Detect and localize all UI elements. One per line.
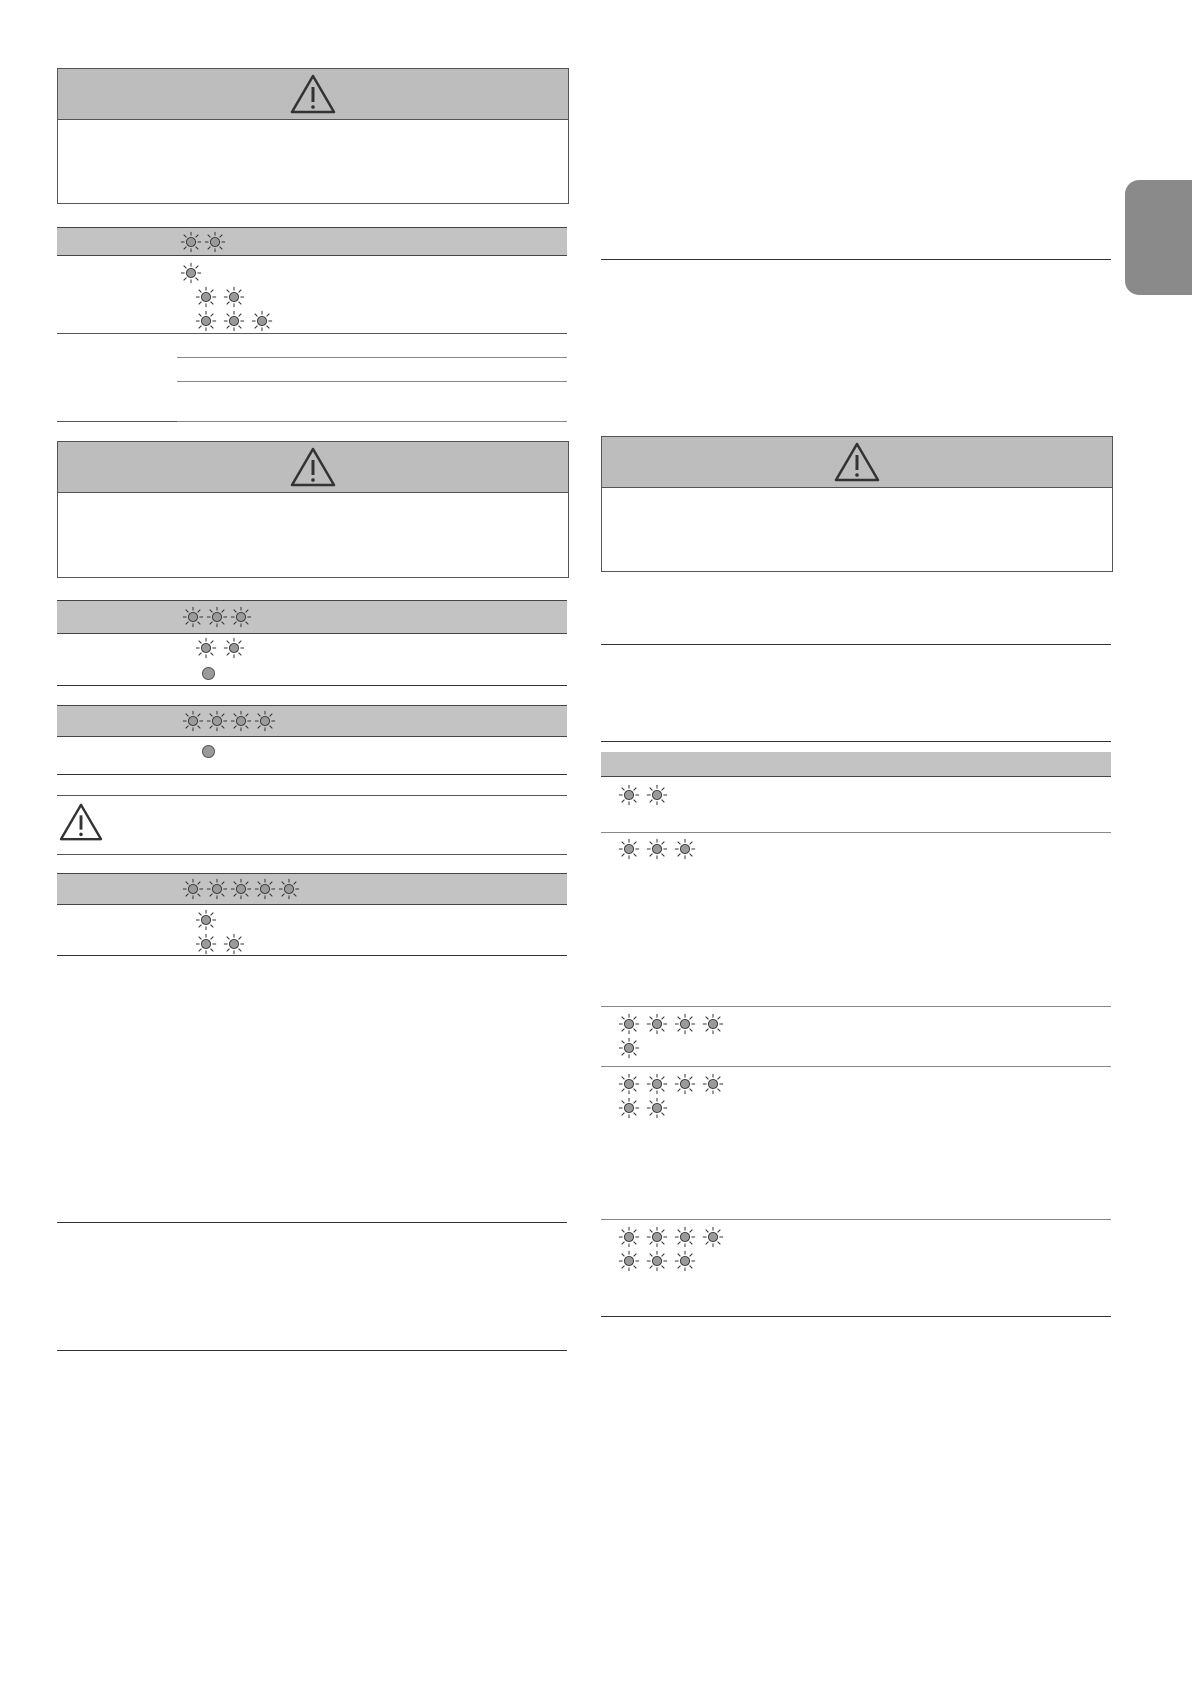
blinking-light-icon — [196, 934, 216, 954]
blinking-light-icon — [675, 1251, 695, 1271]
blinking-light-icon — [183, 879, 203, 899]
blinking-light-icon — [196, 638, 216, 658]
error-table-top-rule — [601, 741, 1111, 742]
blinking-light-icon — [703, 1227, 723, 1247]
blinking-light-icon — [196, 910, 216, 930]
blinking-light-icon — [196, 287, 216, 307]
table-4-header — [57, 873, 567, 905]
section-tab[interactable] — [1125, 180, 1192, 295]
blinking-light-icon — [255, 711, 275, 731]
warning-box-3 — [601, 436, 1113, 572]
table-1-row-3-indicator — [195, 310, 279, 339]
blinking-light-icon — [647, 785, 667, 805]
blinking-light-icon — [207, 711, 227, 731]
table-1-bottom-rule — [57, 421, 177, 422]
inline-warning-top-rule — [57, 795, 567, 796]
blinking-light-icon — [224, 311, 244, 331]
blinking-light-icon — [619, 1251, 639, 1271]
blinking-light-icon — [224, 287, 244, 307]
table-3-bottom-rule — [57, 774, 567, 775]
blinking-light-icon — [231, 711, 251, 731]
error-row-4-indicator — [618, 1073, 730, 1126]
warning-header — [602, 437, 1112, 488]
table-3-header-indicator — [182, 710, 278, 739]
error-row-1-indicator — [618, 784, 674, 813]
steady-light-icon — [202, 667, 215, 680]
blinking-light-icon — [619, 1074, 639, 1094]
blinking-light-sequence — [618, 1226, 730, 1274]
steady-light-icon — [202, 745, 215, 758]
blinking-light-sequence — [195, 933, 251, 957]
blinking-light-icon — [279, 879, 299, 899]
blinking-light-icon — [205, 232, 225, 252]
blinking-light-icon — [647, 1074, 667, 1094]
error-row-divider — [601, 1219, 1111, 1220]
warning-box-1 — [57, 68, 569, 204]
blinking-light-icon — [619, 1098, 639, 1118]
warning-triangle-icon — [833, 441, 881, 483]
blinking-light-icon — [224, 638, 244, 658]
blinking-light-icon — [207, 607, 227, 627]
error-table-header — [601, 752, 1111, 777]
error-row-2-indicator — [618, 838, 702, 867]
blinking-light-icon — [252, 311, 272, 331]
section-rule — [57, 1350, 567, 1351]
table-3-header — [57, 705, 567, 737]
table-1-row-line — [177, 381, 567, 382]
blinking-light-sequence — [195, 637, 251, 661]
blinking-light-sequence — [180, 231, 228, 255]
table-1-divider — [57, 333, 567, 334]
blinking-light-icon — [675, 1074, 695, 1094]
warning-triangle-icon — [58, 802, 104, 842]
blinking-light-sequence — [180, 262, 208, 286]
warning-triangle-icon — [289, 446, 337, 488]
warning-header — [58, 69, 568, 120]
blinking-light-icon — [196, 311, 216, 331]
table-2-row-1-indicator — [195, 637, 251, 666]
table-1-row-line — [177, 357, 567, 358]
error-row-divider — [601, 832, 1111, 833]
error-row-3-indicator — [618, 1013, 730, 1066]
blinking-light-icon — [619, 785, 639, 805]
blinking-light-icon — [619, 839, 639, 859]
blinking-light-icon — [619, 1038, 639, 1058]
blinking-light-icon — [647, 1251, 667, 1271]
table-4-row-2-indicator — [195, 933, 251, 962]
table-2-bottom-rule — [57, 685, 567, 686]
blinking-light-sequence — [618, 1073, 730, 1121]
blinking-light-icon — [647, 839, 667, 859]
blinking-light-icon — [183, 711, 203, 731]
blinking-light-icon — [647, 1014, 667, 1034]
blinking-light-sequence — [618, 1013, 730, 1061]
blinking-light-sequence — [182, 710, 278, 734]
blinking-light-icon — [647, 1227, 667, 1247]
blinking-light-sequence — [195, 286, 251, 310]
error-row-5-indicator — [618, 1226, 730, 1279]
blinking-light-icon — [181, 263, 201, 283]
blinking-light-icon — [619, 1014, 639, 1034]
table-1-header — [57, 227, 567, 256]
section-rule — [57, 1222, 567, 1223]
blinking-light-sequence — [195, 909, 223, 933]
blinking-light-sequence — [182, 878, 302, 902]
blinking-light-sequence — [182, 606, 254, 630]
table-1-header-indicator — [180, 231, 228, 260]
blinking-light-icon — [675, 839, 695, 859]
blinking-light-icon — [675, 1227, 695, 1247]
blinking-light-icon — [703, 1074, 723, 1094]
blinking-light-sequence — [618, 784, 674, 808]
blinking-light-icon — [619, 1227, 639, 1247]
error-row-divider — [601, 1006, 1111, 1007]
blinking-light-icon — [675, 1014, 695, 1034]
inline-warning-bottom-rule — [57, 854, 567, 855]
blinking-light-icon — [224, 934, 244, 954]
blinking-light-icon — [703, 1014, 723, 1034]
blinking-light-icon — [207, 879, 227, 899]
blinking-light-sequence — [195, 310, 279, 334]
section-rule — [601, 644, 1111, 645]
warning-triangle-icon — [289, 73, 337, 115]
warning-box-2 — [57, 441, 569, 578]
blinking-light-sequence — [618, 838, 702, 862]
section-rule — [601, 259, 1111, 260]
error-row-divider — [601, 1066, 1111, 1067]
blinking-light-icon — [255, 879, 275, 899]
table-2-header-indicator — [182, 606, 254, 635]
blinking-light-icon — [647, 1098, 667, 1118]
blinking-light-icon — [231, 879, 251, 899]
table-4-bottom-rule — [57, 955, 567, 956]
error-table-bottom-rule — [601, 1316, 1111, 1317]
table-1-bottom-rule-right — [177, 421, 567, 422]
blinking-light-icon — [231, 607, 251, 627]
table-2-header — [57, 600, 567, 634]
blinking-light-icon — [183, 607, 203, 627]
warning-header — [58, 442, 568, 493]
blinking-light-icon — [181, 232, 201, 252]
table-4-header-indicator — [182, 878, 302, 907]
